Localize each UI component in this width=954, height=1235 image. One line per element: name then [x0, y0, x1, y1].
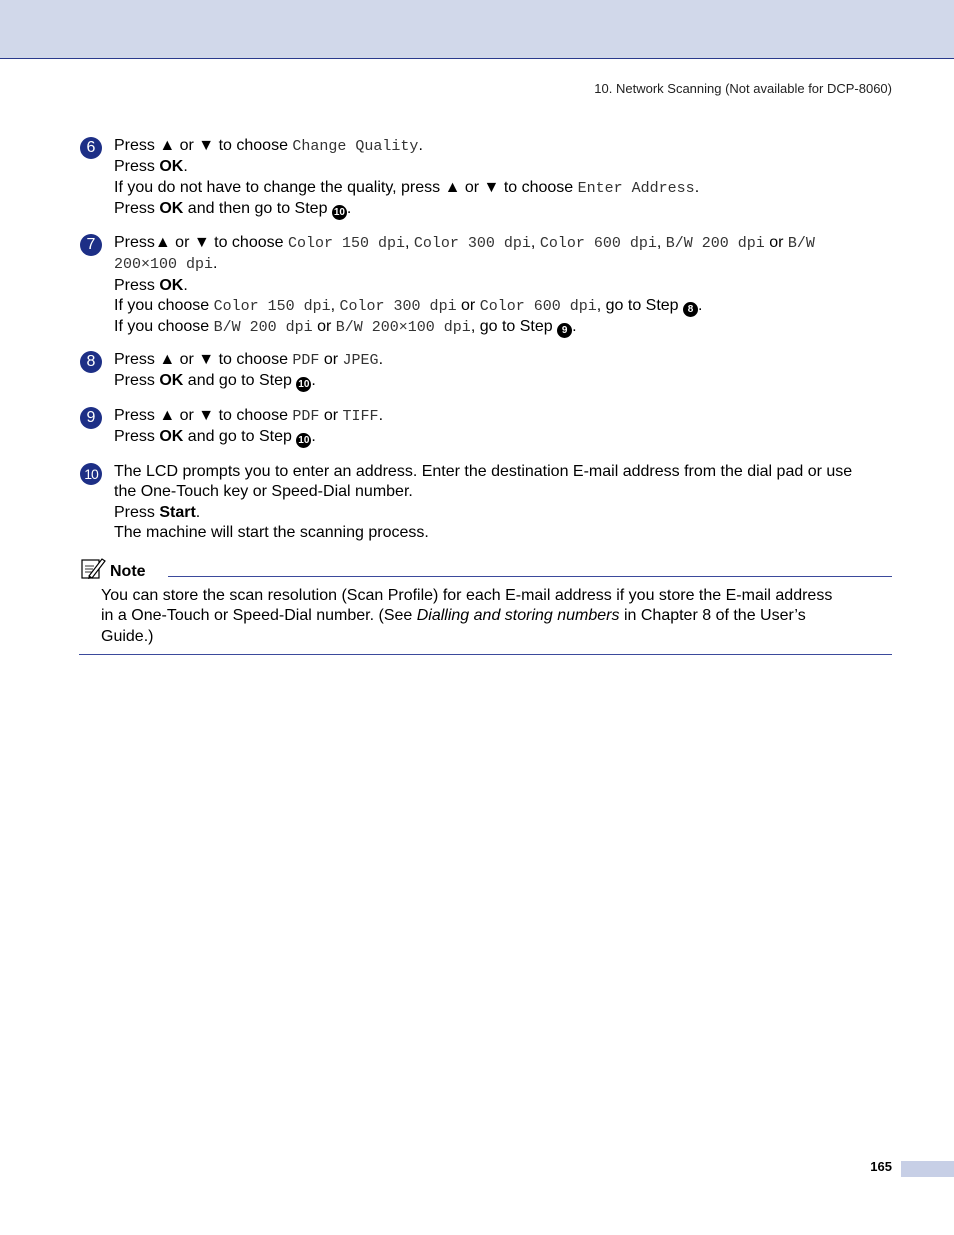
- text-run: .: [311, 428, 316, 446]
- text-line: [114, 178, 900, 199]
- text-line: [101, 606, 891, 626]
- text-run: in Chapter 8 of the User’s: [619, 607, 806, 625]
- bold-key-label: OK: [159, 428, 184, 446]
- text-run: .: [572, 318, 577, 336]
- text-run: Press▲ or ▼ to choose: [114, 234, 288, 251]
- text-run: ,: [405, 234, 414, 251]
- text-line: [114, 276, 900, 296]
- text-line: [114, 199, 900, 220]
- text-run: .: [378, 351, 384, 368]
- text-line: [114, 503, 900, 523]
- text-run: .: [311, 372, 316, 390]
- step-reference-badge: 10: [333, 206, 345, 218]
- text-run: .: [698, 296, 703, 314]
- step-8: [80, 350, 900, 392]
- step-number-badge: 10: [80, 463, 102, 485]
- text-run: Press ▲ or ▼ to choose: [114, 137, 293, 154]
- text-run: The machine will start the scanning process.: [114, 523, 429, 541]
- step-reference-badge: 9: [557, 323, 572, 338]
- lcd-option: B/W 200 dpi: [665, 235, 765, 252]
- lcd-option: PDF: [292, 408, 320, 425]
- lcd-option: 200×100 dpi: [114, 256, 214, 274]
- text-line: [114, 482, 900, 502]
- step-body: [114, 406, 900, 448]
- italic-reference: Dialling and storing numbers: [416, 607, 620, 625]
- page-number: 165: [870, 1159, 892, 1174]
- note-body: [101, 586, 891, 647]
- bold-key-label: OK: [159, 276, 184, 294]
- lcd-option: PDF: [292, 352, 320, 369]
- lcd-option: Color 300 dpi: [339, 297, 457, 315]
- text-line: [101, 627, 891, 647]
- text-run: , go to Step: [596, 296, 684, 314]
- running-head: 10. Network Scanning (Not available for DCP-8060): [594, 81, 892, 96]
- text-run: .: [195, 503, 201, 521]
- text-run: Press ▲ or ▼ to choose: [114, 407, 293, 424]
- step-body: [114, 350, 900, 392]
- text-line: [114, 233, 900, 254]
- step-reference-badge: 10: [298, 379, 310, 391]
- text-line: [114, 296, 900, 317]
- text-run: , go to Step: [470, 318, 558, 336]
- text-run: or: [319, 407, 343, 424]
- step-number-badge: 8: [80, 351, 102, 373]
- lcd-option: TIFF: [342, 408, 379, 425]
- step-reference-badge: 10: [298, 435, 310, 447]
- pencil-note-icon: [80, 556, 106, 580]
- text-run: If you do not have to change the quality, press ▲ or ▼ to choose: [114, 178, 578, 196]
- text-run: in a One-Touch or Speed-Dial number. (See: [101, 607, 417, 625]
- text-run: The LCD prompts you to enter an address. Enter the destination E-mail address from the dial pad or use: [114, 463, 853, 480]
- text-line: [101, 586, 891, 606]
- lcd-option: Change Quality: [292, 138, 419, 155]
- text-line: [114, 157, 900, 177]
- step-body: [114, 462, 900, 543]
- text-run: ,: [530, 234, 540, 251]
- text-run: ,: [330, 296, 340, 314]
- text-run: Press: [114, 199, 160, 217]
- step-number-badge: 6: [80, 137, 102, 159]
- note-header: [80, 556, 892, 580]
- text-line: [114, 350, 900, 371]
- note-divider: [168, 576, 892, 577]
- step-number-badge: 9: [80, 407, 102, 429]
- text-run: .: [378, 407, 384, 424]
- text-run: Press ▲ or ▼ to choose: [114, 351, 293, 368]
- text-line: [114, 371, 900, 392]
- text-run: Press: [114, 372, 160, 390]
- lcd-option: Color 150 dpi: [287, 235, 405, 252]
- text-run: You can store the scan resolution (Scan Profile) for each E-mail address if you store the E-mail address: [101, 587, 833, 604]
- note-bottom-divider: [79, 654, 892, 655]
- text-line: [114, 254, 900, 275]
- text-run: .: [183, 158, 188, 176]
- lcd-option: Color 150 dpi: [213, 297, 331, 315]
- text-line: [114, 317, 900, 338]
- text-run: .: [694, 178, 700, 196]
- text-run: Press: [114, 503, 160, 521]
- header-band: [0, 0, 954, 59]
- text-run: .: [213, 255, 218, 273]
- step-9: [80, 406, 900, 448]
- text-line: [114, 523, 900, 543]
- step-number-badge: 7: [80, 234, 102, 256]
- text-run: If you choose: [114, 296, 214, 314]
- text-run: .: [346, 199, 352, 217]
- lcd-option: B/W 200 dpi: [213, 319, 313, 337]
- text-run: .: [183, 276, 188, 294]
- text-line: [114, 427, 900, 448]
- text-run: the One-Touch key or Speed-Dial number.: [114, 483, 413, 501]
- step-reference-badge: 8: [683, 302, 698, 317]
- lcd-option: Color 600 dpi: [539, 235, 657, 252]
- step-body: [114, 136, 900, 220]
- text-line: [114, 462, 900, 482]
- lcd-option: B/W: [787, 235, 815, 252]
- text-run: and go to Step: [183, 428, 297, 446]
- step-6: [80, 136, 900, 220]
- bold-key-label: OK: [159, 199, 184, 217]
- text-run: Press: [114, 158, 160, 176]
- lcd-option: B/W 200×100 dpi: [335, 319, 471, 337]
- bold-key-label: OK: [159, 158, 184, 176]
- lcd-option: Color 600 dpi: [479, 297, 597, 315]
- text-run: and then go to Step: [183, 199, 332, 217]
- step-10: [80, 462, 900, 543]
- bold-key-label: OK: [159, 372, 184, 390]
- text-run: Press: [114, 276, 160, 294]
- text-line: [114, 406, 900, 427]
- bold-key-label: Start: [159, 503, 196, 521]
- lcd-option: JPEG: [342, 352, 379, 369]
- note-label: Note: [110, 563, 146, 580]
- text-run: or: [312, 318, 336, 336]
- lcd-option: Color 300 dpi: [413, 235, 531, 252]
- text-run: If you choose: [114, 318, 214, 336]
- text-run: .: [418, 137, 423, 154]
- text-run: or: [456, 296, 480, 314]
- text-run: Guide.): [101, 627, 154, 645]
- text-run: and go to Step: [183, 372, 297, 390]
- text-run: or: [319, 351, 343, 368]
- step-7: [80, 233, 900, 338]
- text-run: or: [764, 234, 788, 251]
- page-tab: [901, 1161, 954, 1177]
- step-body: [114, 233, 900, 338]
- text-run: Press: [114, 428, 160, 446]
- text-line: [114, 136, 900, 157]
- lcd-option: Enter Address: [577, 179, 695, 197]
- text-run: ,: [656, 234, 666, 251]
